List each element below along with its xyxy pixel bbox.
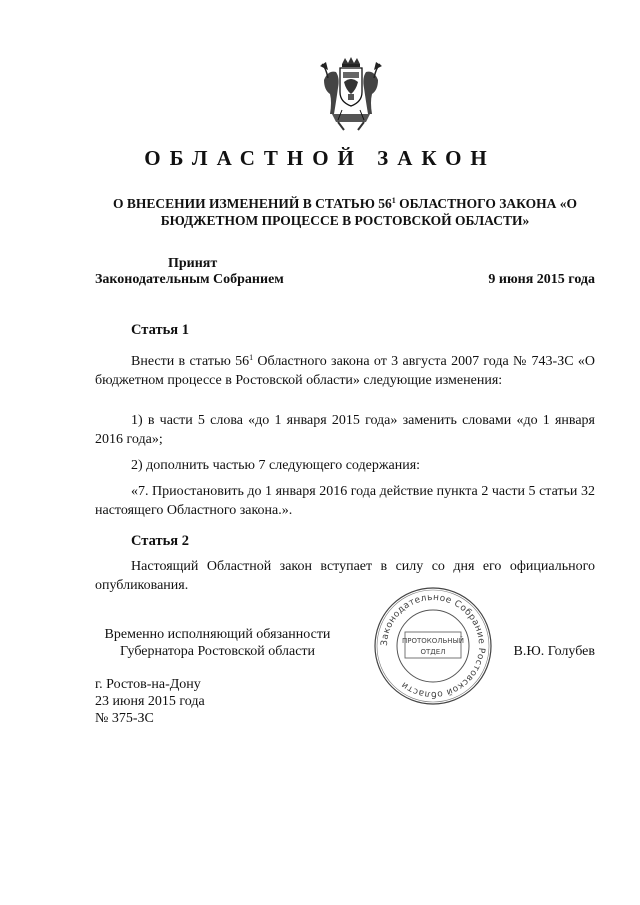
article-1-item-2-text: «7. Приостановить до 1 января 2016 года действие пункта 2 части 5 статьи 32 настоящего Областного закона.». bbox=[95, 484, 595, 518]
article-2-heading: Статья 2 bbox=[131, 533, 189, 549]
law-number: № 375-ЗС bbox=[95, 711, 154, 726]
article-1-item-2: 2) дополнить частью 7 следующего содержания: bbox=[131, 458, 421, 473]
place-and-number bbox=[95, 676, 205, 727]
signatory-role-line-1: Временно исполняющий обязанности bbox=[104, 627, 331, 642]
coat-of-arms-icon bbox=[318, 56, 384, 132]
law-title-superscript: 1 bbox=[391, 196, 396, 205]
round-seal-stamp-icon bbox=[371, 584, 495, 708]
article-1-intro-part2: Областного закона от 3 августа 2007 года № 743-ЗС «О бюджетном процессе в Ростовской области» следующие изменения: bbox=[95, 354, 595, 388]
signing-date: 23 июня 2015 года bbox=[95, 694, 205, 709]
article-1-heading: Статья 1 bbox=[131, 322, 189, 338]
signatory-role-line-2: Губернатора Ростовской области bbox=[119, 644, 316, 659]
article-1-intro-part1: Внести в статью 56 bbox=[131, 354, 250, 369]
article-1-intro-superscript: 1 bbox=[249, 353, 254, 362]
document-type-heading: ОБЛАСТНОЙ ЗАКОН bbox=[144, 146, 496, 170]
adoption-date: 9 июня 2015 года bbox=[488, 272, 595, 287]
law-title-part2: ОБЛАСТНОГО ЗАКОНА «О БЮДЖЕТНОМ ПРОЦЕССЕ В РОСТОВСКОЙ ОБЛАСТИ» bbox=[160, 196, 577, 228]
adopted-by: Законодательным Собранием bbox=[95, 272, 284, 287]
law-title bbox=[110, 192, 580, 229]
law-title-part1: О ВНЕСЕНИИ ИЗМЕНЕНИЙ В СТАТЬЮ 56 bbox=[112, 196, 392, 211]
article-2-text: Настоящий Областной закон вступает в силу со дня его официального опубликования. bbox=[95, 559, 595, 593]
article-1-item-1: 1) в части 5 слова «до 1 января 2015 года» заменить словами «до 1 января 2016 года»; bbox=[95, 413, 595, 447]
adopted-label: Принят bbox=[168, 256, 218, 271]
stamp-ring-text: Законодательное Собрание Ростовской области bbox=[379, 592, 487, 700]
signatory-name: В.Ю. Голубев bbox=[513, 644, 595, 659]
stamp-center-line-1: ПРОТОКОЛЬНЫЙ bbox=[401, 637, 465, 645]
svg-text:Законодательное Собрание Росто bbox=[380, 593, 486, 699]
signatory-role bbox=[95, 626, 340, 660]
place-city: г. Ростов-на-Дону bbox=[95, 677, 201, 692]
stamp-center-line-2: ОТДЕЛ bbox=[420, 648, 446, 656]
article-1-intro bbox=[95, 348, 595, 390]
